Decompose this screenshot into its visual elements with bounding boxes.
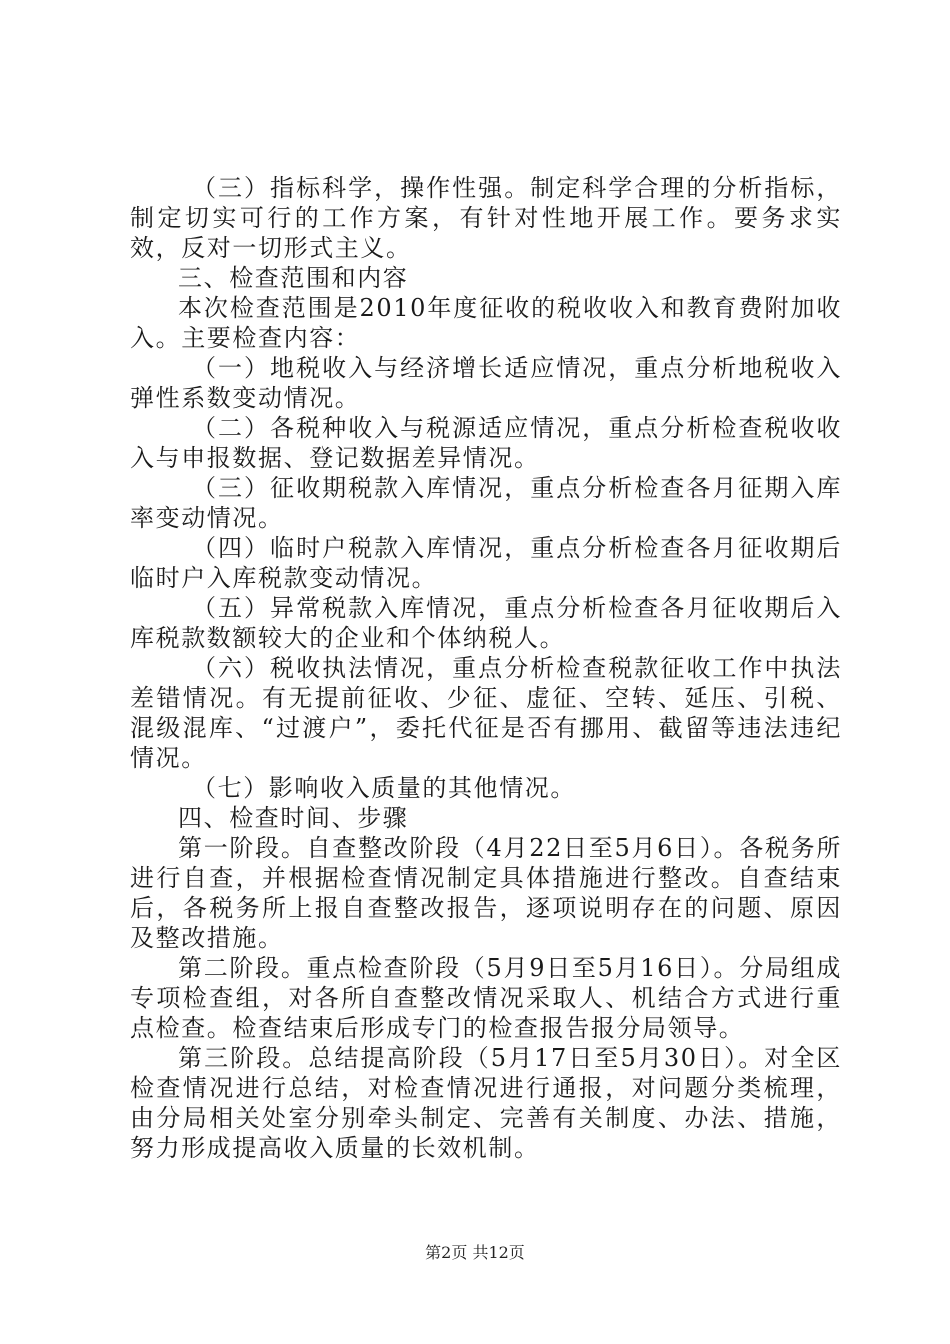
- paragraph-item-five: （五）异常税款入库情况，重点分析检查各月征收期后入库税款数额较大的企业和个体纳税人。: [130, 594, 842, 652]
- document-body: [130, 173, 842, 1163]
- section-heading-schedule: 四、检查时间、步骤: [178, 804, 409, 832]
- page-footer: [0, 1243, 950, 1263]
- section-heading-scope: 三、检查范围和内容: [178, 264, 409, 292]
- paragraph-item-seven: （七）影响收入质量的其他情况。: [192, 774, 576, 802]
- paragraph-stage-two: 第二阶段。重点检查阶段（5月9日至5月16日）。分局组成专项检查组，对各所自查整改情况采取人、机结合方式进行重点检查。检查结束后形成专门的检查报告报分局领导。: [130, 954, 842, 1042]
- paragraph-item-two: （二）各税种收入与税源适应情况，重点分析检查税收收入与申报数据、登记数据差异情况。: [130, 414, 842, 472]
- paragraph-principle-three: （三）指标科学，操作性强。制定科学合理的分析指标，制定切实可行的工作方案，有针对性地开展工作。要务求实效，反对一切形式主义。: [130, 174, 842, 262]
- paragraph-item-six: （六）税收执法情况，重点分析检查税款征收工作中执法差错情况。有无提前征收、少征、虚征、空转、延压、引税、混级混库、“过渡户”，委托代征是否有挪用、截留等违法违纪情况。: [130, 654, 842, 772]
- page-number-label: 第2页 共12页: [425, 1243, 525, 1262]
- paragraph-stage-three: 第三阶段。总结提高阶段（5月17日至5月30日）。对全区检查情况进行总结，对检查情况进行通报，对问题分类梳理，由分局相关处室分别牵头制定、完善有关制度、办法、措施，努力形成提高收入质量的长效机制。: [130, 1044, 842, 1162]
- paragraph-item-three: （三）征收期税款入库情况，重点分析检查各月征期入库率变动情况。: [130, 474, 842, 532]
- paragraph-item-one: （一）地税收入与经济增长适应情况，重点分析地税收入弹性系数变动情况。: [130, 354, 842, 412]
- paragraph-scope-intro: 本次检查范围是2010年度征收的税收收入和教育费附加收入。主要检查内容：: [130, 294, 842, 352]
- paragraph-item-four: （四）临时户税款入库情况，重点分析检查各月征收期后临时户入库税款变动情况。: [130, 534, 842, 592]
- paragraph-stage-one: 第一阶段。自查整改阶段（4月22日至5月6日）。各税务所进行自查，并根据检查情况制定具体措施进行整改。自查结束后，各税务所上报自查整改报告，逐项说明存在的问题、原因及整改措施。: [130, 834, 842, 952]
